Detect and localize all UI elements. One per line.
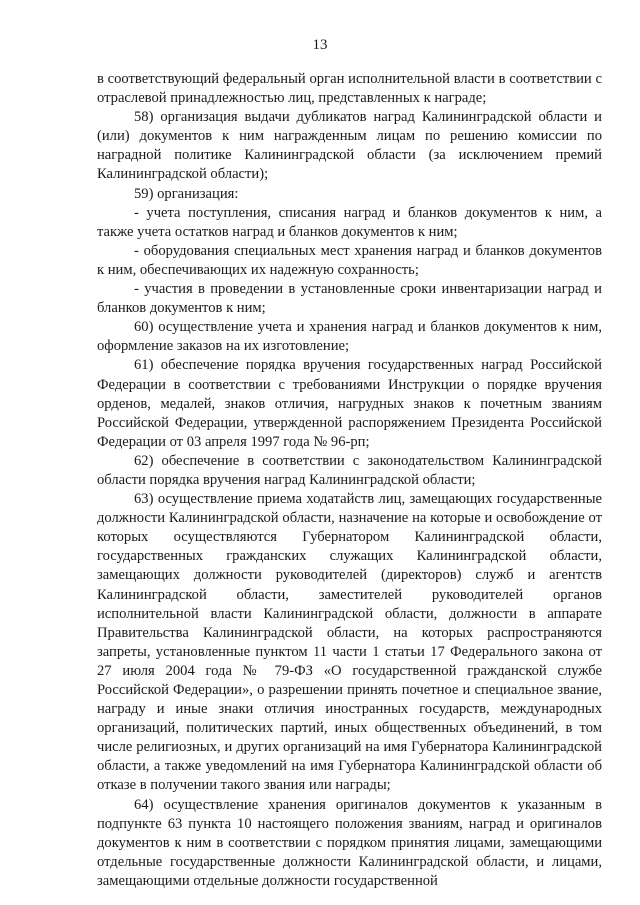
- paragraph-item-59: 59) организация:: [134, 185, 239, 202]
- paragraph-item-60: 60) осуществление учета и хранения наград и бланков документов к ним, оформление заказов на их изготовление;: [97, 319, 602, 355]
- page-number: 13: [312, 37, 328, 53]
- paragraph-continuation: в соответствующий федеральный орган исполнительной власти в соответствии с отраслевой принадлежностью лиц, представленных к награде;: [97, 71, 602, 107]
- paragraph-item-59-bullet-2: - оборудования специальных мест хранения наград и бланков документов к ним, обеспечивающих их надежную сохранность;: [97, 242, 602, 278]
- paragraph-item-62: 62) обеспечение в соответствии с законодательством Калининградской области порядка вручения наград Калининградской области;: [97, 452, 602, 488]
- document-body: [97, 70, 602, 891]
- paragraph-item-59-bullet-3: - участия в проведении в установленные сроки инвентаризации наград и бланков документов к ним;: [97, 281, 602, 317]
- paragraph-item-63: 63) осуществление приема ходатайств лиц, замещающих государственные должности Калининградской области, назначение на которые и освобождение от которых осуществляются Губернатором Калининградской области, государственных гражданских служащих Калининградской области, замещающих должности руководителей (директоров) служб и агентств Калининградской области, заместителей руководителей органов исполнительной власти Калининградской области, должности в аппарате Правительства Калининградской области, на которых распространяются запреты, установленные пунктом 11 части 1 статьи 17 Федерального закона от 27 июля 2004 года № 79-ФЗ «О государственной гражданской службе Российской Федерации», о разрешении принять почетное и специальное звание, награду и иные знаки отличия иностранных государств, международных организаций, политических партий, иных общественных объединений, в том числе религиозных, и других организаций на имя Губернатора Калининградской области, а также уведомлений на имя Губернатора Калининградской области об отказе в получении такого звания или награды;: [97, 491, 602, 794]
- paragraph-item-58: 58) организация выдачи дубликатов наград Калининградской области и (или) документов к ним награжденным лицам по решению комиссии по наградной политике Калининградской области (за исключением премий Калининградской области);: [97, 109, 602, 183]
- paragraph-item-61: 61) обеспечение порядка вручения государственных наград Российской Федерации в соответствии с требованиями Инструкции о порядке вручения орденов, медалей, знаков отличия, нагрудных знаков к почетным званиям Российской Федерации, утвержденной распоряжением Президента Российской Федерации от 03 апреля 1997 года № 96-рп;: [97, 357, 602, 450]
- paragraph-item-59-bullet-1: - учета поступления, списания наград и бланков документов к ним, а также учета остатков наград и бланков документов к ним;: [97, 204, 602, 240]
- paragraph-item-64: 64) осуществление хранения оригиналов документов к указанным в подпункте 63 пункта 10 настоящего положения званиям, наград и оригиналов документов к ним в соответствии с порядком принятия лицами, замещающими отдельные государственные должности Калининградской области, и лицами, замещающими отдельные должности государственной: [97, 796, 602, 889]
